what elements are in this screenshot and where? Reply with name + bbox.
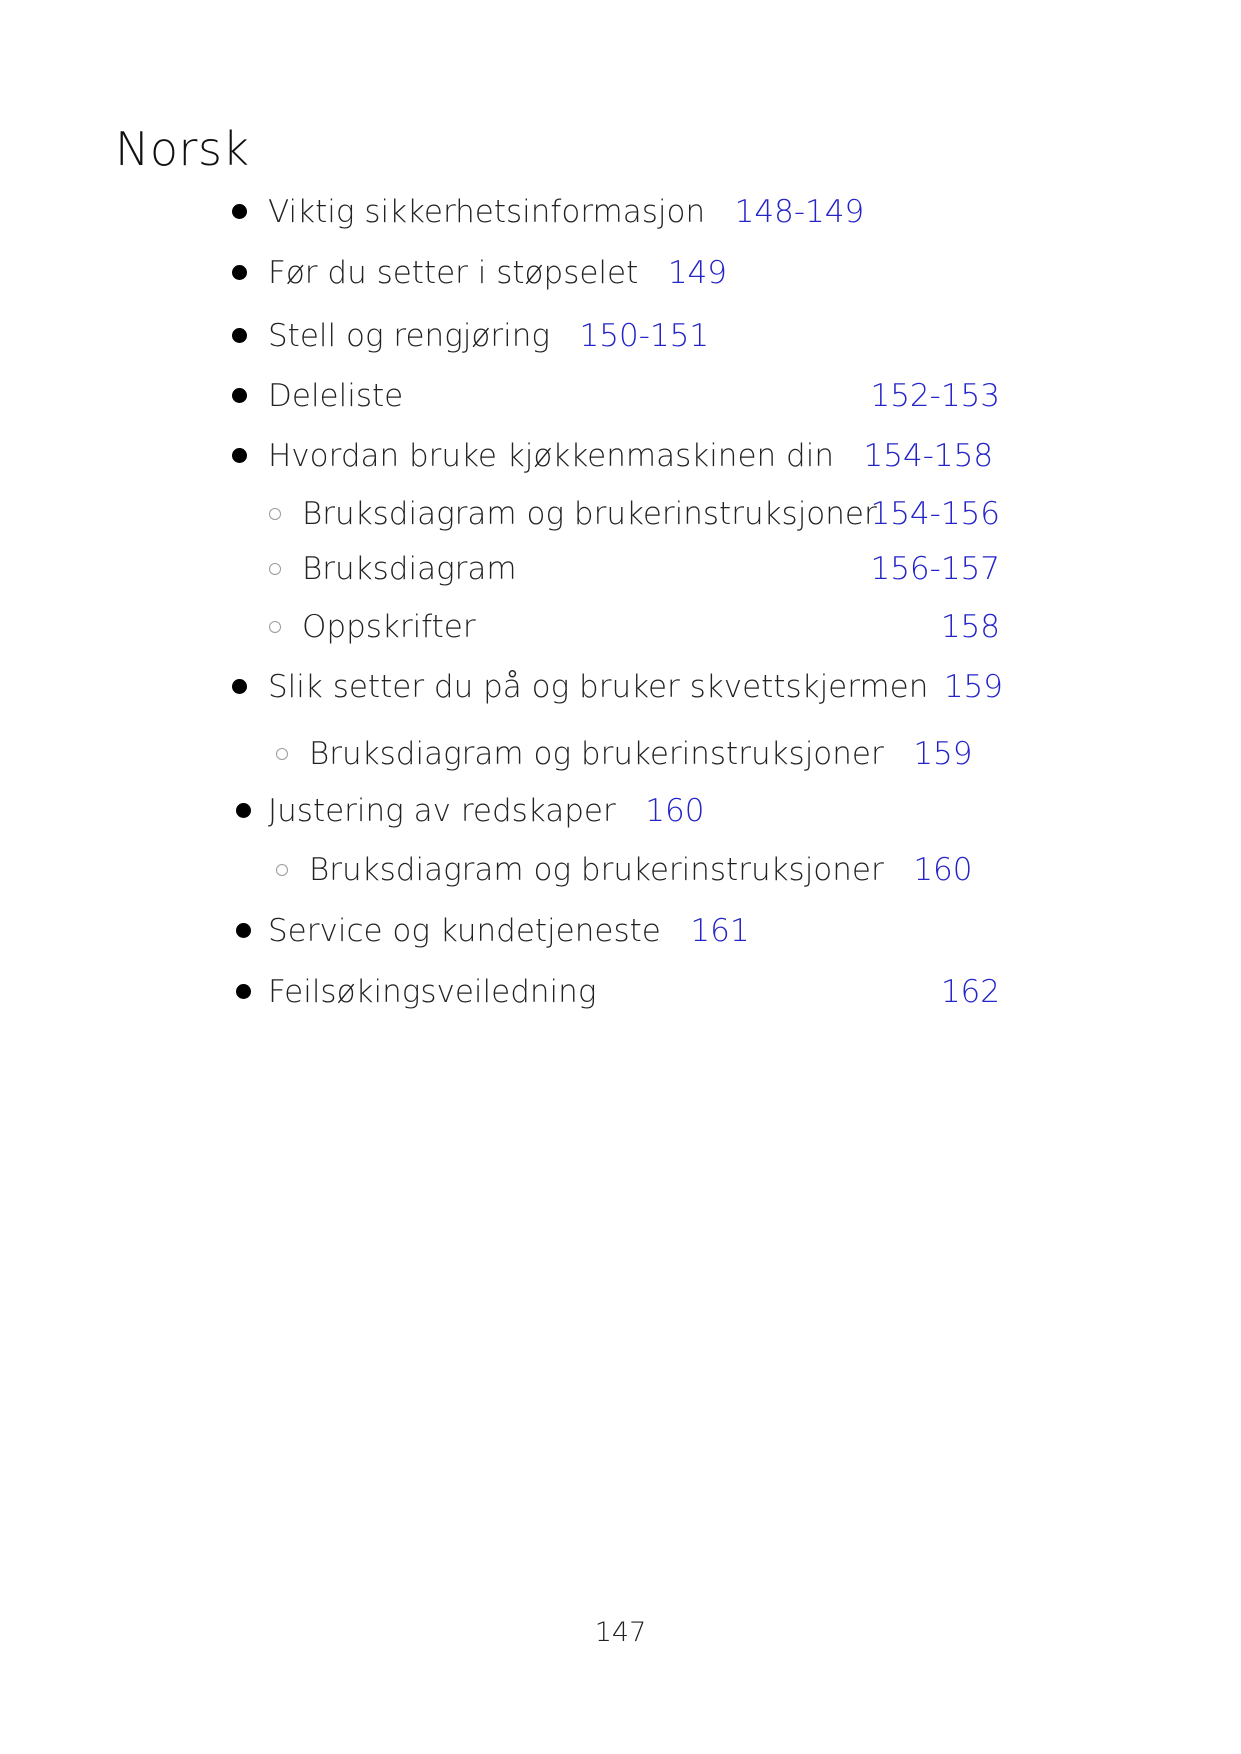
toc-subentry[interactable] bbox=[309, 734, 972, 774]
toc-entry-page[interactable]: 154-156 bbox=[870, 496, 1000, 532]
toc-entry-label: Bruksdiagram og brukerinstruksjoner bbox=[309, 736, 884, 772]
bullet-icon bbox=[236, 803, 251, 818]
page-title: Norsk bbox=[115, 122, 250, 176]
toc-entry[interactable] bbox=[268, 972, 596, 1012]
toc-entry[interactable] bbox=[268, 436, 993, 476]
bullet-icon bbox=[232, 204, 247, 219]
toc-entry-label: Deleliste bbox=[268, 378, 404, 414]
toc-entry-label: Bruksdiagram og brukerinstruksjoner bbox=[309, 852, 884, 888]
sub-bullet-icon bbox=[269, 508, 281, 520]
toc-entry-label: Bruksdiagram og brukerinstruksjoner bbox=[302, 496, 877, 532]
toc-entry-label: Bruksdiagram bbox=[302, 551, 517, 587]
toc-entry-page[interactable]: 149 bbox=[667, 255, 727, 291]
toc-subentry[interactable] bbox=[309, 850, 972, 890]
toc-entry-label: Service og kundetjeneste bbox=[268, 913, 661, 949]
toc-entry-page[interactable]: 159 bbox=[943, 669, 1003, 705]
toc-entry-label: Hvordan bruke kjøkkenmaskinen din bbox=[268, 438, 834, 474]
toc-entry-page[interactable]: 158 bbox=[940, 609, 1000, 645]
toc-entry-label: Feilsøkingsveiledning bbox=[268, 974, 597, 1010]
toc-entry-page[interactable]: 162 bbox=[940, 974, 1000, 1010]
toc-entry-page[interactable]: 148-149 bbox=[734, 194, 865, 230]
bullet-icon bbox=[236, 984, 251, 999]
toc-entry-page[interactable]: 160 bbox=[913, 852, 973, 888]
toc-entry-label: Før du setter i støpselet bbox=[268, 255, 639, 291]
toc-entry-page[interactable]: 161 bbox=[690, 913, 750, 949]
toc-entry-page[interactable]: 154-158 bbox=[863, 438, 994, 474]
bullet-icon bbox=[232, 448, 247, 463]
bullet-icon bbox=[232, 679, 247, 694]
toc-entry-label: Stell og rengjøring bbox=[268, 318, 550, 354]
toc-subentry[interactable] bbox=[302, 549, 517, 589]
toc-entry-label: Viktig sikkerhetsinformasjon bbox=[268, 194, 706, 230]
toc-subentry[interactable] bbox=[302, 494, 877, 534]
bullet-icon bbox=[232, 328, 247, 343]
toc-entry-page[interactable]: 159 bbox=[913, 736, 973, 772]
sub-bullet-icon bbox=[276, 748, 288, 760]
toc-entry[interactable] bbox=[268, 192, 864, 232]
page-number: 147 bbox=[594, 1617, 647, 1648]
toc-subentry[interactable] bbox=[302, 607, 476, 647]
bullet-icon bbox=[236, 923, 251, 938]
sub-bullet-icon bbox=[269, 563, 281, 575]
toc-entry-page[interactable]: 156-157 bbox=[870, 551, 1000, 587]
sub-bullet-icon bbox=[276, 864, 288, 876]
toc-entry-page[interactable]: 150-151 bbox=[579, 318, 710, 354]
toc-entry-page[interactable]: 160 bbox=[645, 793, 705, 829]
toc-entry[interactable] bbox=[268, 911, 750, 951]
toc-entry-label: Oppskrifter bbox=[302, 609, 476, 645]
toc-entry-label: Justering av redskaper bbox=[268, 793, 616, 829]
bullet-icon bbox=[232, 388, 247, 403]
toc-entry[interactable] bbox=[268, 253, 727, 293]
toc-entry-label: Slik setter du på og bruker skvettskjermen bbox=[268, 669, 929, 705]
toc-entry[interactable] bbox=[268, 791, 704, 831]
sub-bullet-icon bbox=[269, 621, 281, 633]
toc-entry-page[interactable]: 152-153 bbox=[870, 378, 1000, 414]
toc-entry[interactable] bbox=[268, 316, 709, 356]
toc-entry[interactable] bbox=[268, 376, 403, 416]
bullet-icon bbox=[232, 265, 247, 280]
